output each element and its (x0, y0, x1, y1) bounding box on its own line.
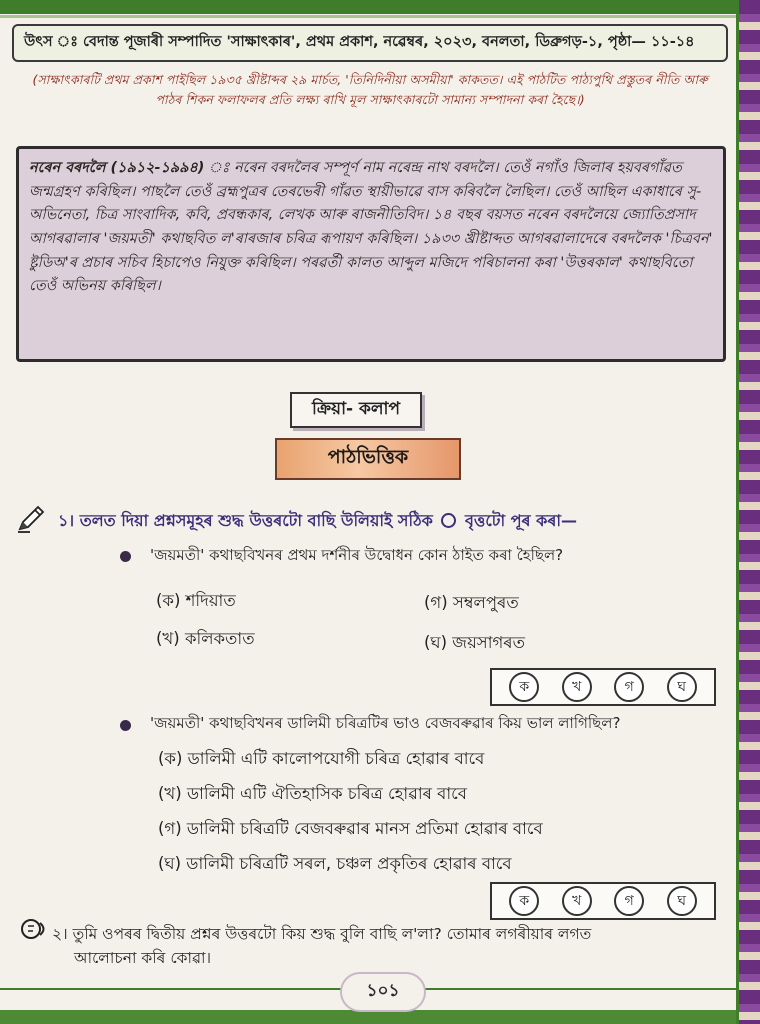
mcq2-question: 'জয়মতী' কথাছবিখনৰ ডালিমী চৰিত্ৰটিৰ ভাও বেজবৰুৱাৰ কিয় ভাল লাগিছিল? (150, 714, 621, 732)
mcq2-option-gha: (ঘ) ডালিমী চৰিত্ৰটি সৰল, চঞ্চল প্ৰকৃতিৰ হোৱাৰ বাবে (158, 854, 512, 873)
discussion-icon (20, 914, 50, 944)
mcq1-option-ga: (গ) সম্বলপুৰত (424, 593, 519, 612)
question-1-instruction (58, 508, 718, 535)
bullet-icon (120, 720, 131, 731)
bio-text: ঃ নৰেন বৰদলৈৰ সম্পূৰ্ণ নাম নৰেন্দ্ৰ নাথ বৰদলৈ। তেওঁ নগাঁও জিলাৰ হয়বৰগাঁৱত জন্মগ্ৰহণ কৰিছিল। পাছলৈ তেওঁ ব্ৰহ্মপুত্ৰৰ তেৰভেৰী গাঁৱত স্থায়ীভাৱে বাস কৰিবলৈ লৈছিল। তেওঁ আছিল একাধাৰে সু-অভিনেতা, চিত্ৰ সাংবাদিক, কবি, প্ৰবন্ধকাৰ, লেখক আৰু ৰাজনীতিবিদ। ১৪ বছৰ বয়সত নৰেন বৰদলৈয়ে জ্যোতিপ্ৰসাদ আগৰৱালাৰ 'জয়মতী' কথাছবিত ল'ৰাৰজাৰ চৰিত্ৰ ৰূপায়ণ কৰিছিল। ১৯৩৩ খ্ৰীষ্টাব্দত আগৰৱালাদেৰে বৰদলৈক 'চিত্ৰবন' ষ্টুডিঅ'ৰ প্ৰচাৰ সচিব হিচাপেও নিযুক্ত কৰিছিল। পৰৱৰ্তী কালত আব্দুল মজিদে পৰিচালনা কৰা 'উত্তৰকাল' কথাছবিতো তেওঁ অভিনয় কৰিছিল। (29, 160, 713, 295)
mcq1-option-gha: (ঘ) জয়সাগৰত (424, 633, 525, 652)
mcq1-answer-circle-ka[interactable]: ক (509, 672, 539, 702)
activities-heading: ক্ৰিয়া- কলাপ (290, 392, 422, 428)
top-green-band (0, 0, 736, 14)
mcq1-option-ka: (ক) শদিয়াত (156, 591, 236, 610)
mcq1-option-kha: (খ) কলিকতাত (156, 629, 255, 648)
decorative-side-border (736, 0, 760, 1024)
mcq2-option-kha: (খ) ডালিমী এটি ঐতিহাসিক চৰিত্ৰ হোৱাৰ বাবে (158, 784, 467, 803)
mcq2-option-ka: (ক) ডালিমী এটি কালোপযোগী চৰিত্ৰ হোৱাৰ বাবে (158, 749, 485, 768)
q2-line1 (52, 922, 732, 946)
pencil-icon (16, 502, 48, 534)
mcq1-answer-box (490, 668, 716, 706)
text-based-heading: পাঠভিত্তিক (275, 438, 461, 480)
mcq2-answer-box (490, 882, 716, 920)
mcq1-answer-circle-gha[interactable]: ঘ (667, 672, 697, 702)
bullet-icon (120, 551, 131, 562)
q1-text-before: তলত দিয়া প্ৰশ্নসমূহৰ শুদ্ধ উত্তৰটো বাছি উলিয়াই সঠিক (79, 511, 433, 530)
source-citation (12, 24, 728, 62)
q1-text-after: বৃত্তটো পূৰ কৰা— (464, 511, 577, 530)
bio-name: নৰেন বৰদলৈ (১৯১২-১৯৯৪) (29, 160, 205, 176)
mcq2-answer-circle-ga[interactable]: গ (614, 886, 644, 916)
mcq2-answer-circle-kha[interactable]: খ (562, 886, 592, 916)
q2-number: ২। (52, 925, 68, 943)
q1-number: ১। (58, 511, 75, 530)
mcq1-answer-circle-ga[interactable]: গ (614, 672, 644, 702)
bottom-green-band (0, 1010, 736, 1024)
mcq2-answer-circle-ka[interactable]: ক (509, 886, 539, 916)
circle-symbol-icon (441, 513, 456, 528)
mcq1-answer-circle-kha[interactable]: খ (562, 672, 592, 702)
editorial-note: (সাক্ষাৎকাৰটি প্ৰথম প্ৰকাশ পাইছিল ১৯৩৫ খ্ৰীষ্টাব্দৰ ২৯ মাৰ্চত, 'তিনিদিনীয়া অসমীয়া' কাকতত। এই পাঠটিত পাঠ্যপুথি প্ৰস্তুতৰ নীতি আৰু পাঠৰ শিকন ফলাফলৰ প্ৰতি লক্ষ্য ৰাখি মূল সাক্ষাৎকাৰটো সামান্য সম্পাদনা কৰা হৈছে।) (32, 72, 708, 107)
mcq2-answer-circle-gha[interactable]: ঘ (667, 886, 697, 916)
q2-line1-text: তুমি ওপৰৰ দ্বিতীয় প্ৰশ্নৰ উত্তৰটো কিয় শুদ্ধ বুলি বাছি ল'লা? তোমাৰ লগৰীয়াৰ লগত (72, 925, 592, 943)
mcq1-question: 'জয়মতী' কথাছবিখনৰ প্ৰথম দৰ্শনীৰ উদ্বোধন কোন ঠাইত কৰা হৈছিল? (150, 546, 564, 564)
author-bio-box (16, 146, 726, 362)
source-text: উৎস ঃ বেদান্ত পূজাৰী সম্পাদিত 'সাক্ষাৎকাৰ', প্ৰথম প্ৰকাশ, নৱেম্বৰ, ২০২৩, বনলতা, ডিব্ৰুগড়-১, পৃষ্ঠা— ১১-১৪ (24, 34, 695, 50)
mcq2-option-ga: (গ) ডালিমী চৰিত্ৰটি বেজবৰুৱাৰ মানস প্ৰতিমা হোৱাৰ বাবে (158, 819, 543, 838)
q2-line2: আলোচনা কৰি কোৱা। (74, 949, 212, 968)
page-number: ১০১ (340, 972, 426, 1012)
question-2 (52, 922, 732, 970)
